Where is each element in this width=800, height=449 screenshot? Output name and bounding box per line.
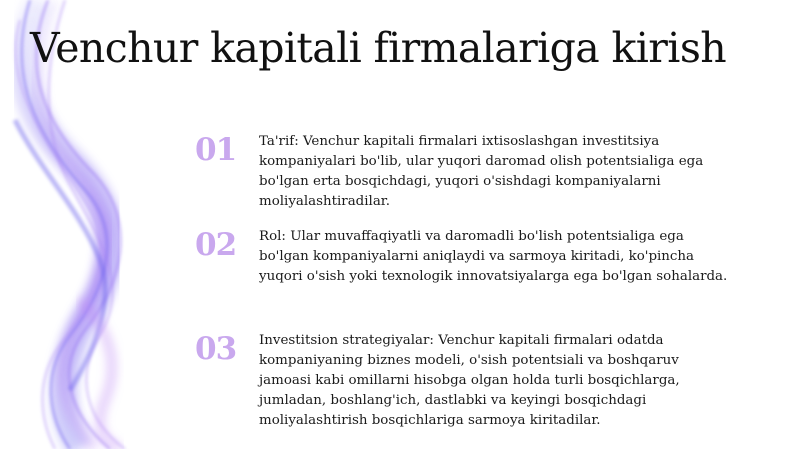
item-number: 01: [195, 132, 237, 168]
slide-title: Venchur kapitali firmalariga kirish: [30, 24, 727, 72]
item-text: Ta'rif: Venchur kapitali firmalari ixtisoslashgan investitsiya kompaniyalari bo'lib, ular yuqori daromad olish potentsialiga ega bo'lgan erta bosqichdagi, yuqori o'sishdagi kompaniyalarni moliyalashtiradilar.: [259, 134, 704, 209]
item-text: Investitsion strategiyalar: Venchur kapitali firmalari odatda kompaniyaning biznes modeli, o'sish potentsiali va boshqaruv jamoasi kabi omillarni hisobga olgan holda turli bosqichlarga, jumladan, boshlang'ich, dastlabki va keyingi bosqichdagi moliyalashtirish bosqichlariga sarmoya kiritadilar.: [259, 333, 680, 428]
item-number: 02: [195, 227, 237, 263]
item-text: Rol: Ular muvaffaqiyatli va daromadli bo'lish potentsialiga ega bo'lgan kompaniyalarni aniqlaydi va sarmoya kiritadi, ko'pincha yuqori o'sish yoki texnologik innovatsiyalarga ega bo'lgan sohalarda.: [259, 229, 728, 284]
item-number: 03: [195, 331, 237, 367]
